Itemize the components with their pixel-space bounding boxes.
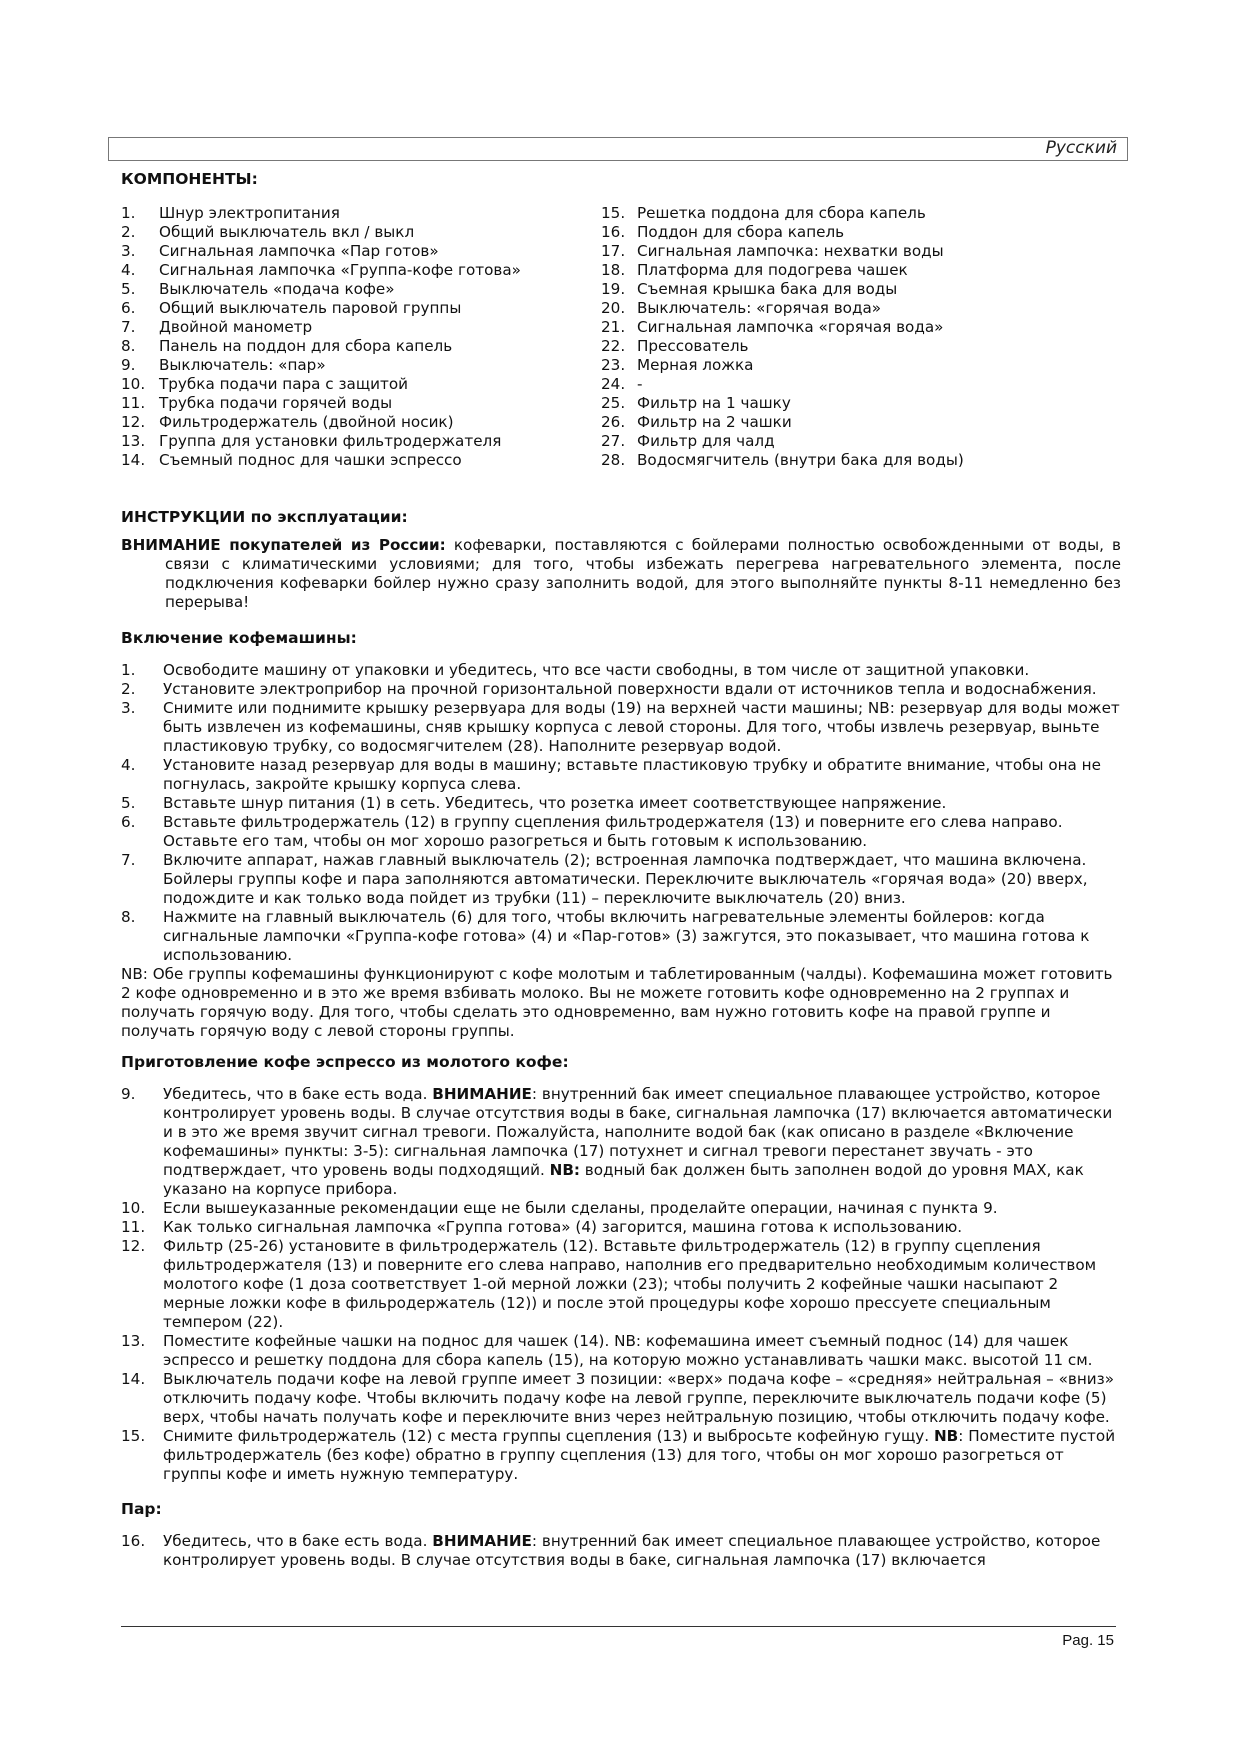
item-text: Нажмите на главный выключатель (6) для того, чтобы включить нагревательные элементы бойлеров: когда сигнальные лампочки «Группа-кофе готова» (4) и «Пар-готов» (3) зажгутся, это показывает, что машина готова к использованию. — [163, 908, 1090, 965]
item-number: 26. — [601, 413, 626, 431]
list-item — [601, 223, 1121, 242]
item-number: 14. — [121, 451, 146, 469]
list-item — [121, 1532, 1121, 1570]
list-item — [121, 813, 1121, 851]
list-item — [121, 794, 1121, 813]
list-item — [121, 1218, 1121, 1237]
list-item — [121, 1237, 1121, 1332]
steam-title: Пар: — [121, 1500, 162, 1519]
list-item — [601, 375, 1121, 394]
warning-text: кофеварки, поставляются с бойлерами полностью освобожденными от воды, в связи с климатическими условиями; для того, чтобы избежать перегрева нагревательного элемента, после подключения кофеварки бойлер нужно сразу заполнить водой, для этого выполняйте пункты 8-11 немедленно без перерыва! — [165, 536, 1121, 611]
list-item — [121, 356, 601, 375]
item-text: Прессователь — [637, 337, 749, 355]
item-text: Фильтродержатель (двойной носик) — [159, 413, 454, 431]
item-text: Выключатель: «горячая вода» — [637, 299, 882, 317]
item-text: Вставьте фильтродержатель (12) в группу сцепления фильтродержателя (13) и поверните его слева направо. Оставьте его там, чтобы он мог хорошо разогреться и быть готовым к использованию. — [163, 813, 1063, 851]
item-number: 10. — [121, 375, 146, 393]
item-text: Платформа для подогрева чашек — [637, 261, 908, 279]
espresso-items — [121, 1199, 1121, 1427]
list-item — [121, 699, 1121, 756]
item-text: Шнур электропитания — [159, 204, 340, 222]
item-text: Мерная ложка — [637, 356, 754, 374]
item-number: 19. — [601, 280, 626, 298]
item-number: 13. — [121, 1332, 146, 1351]
item-text: Снимите фильтродержатель (12) с места группы сцепления (13) и выбросьте кофейную гущу. NB: Поместите пустой фильтродержатель (без кофе) обратно в группу сцепления (13) для того, чтобы он мог хорошо разогреться от группы кофе и иметь нужную температуру. — [163, 1427, 1116, 1484]
list-item — [601, 451, 1121, 470]
item-number: 13. — [121, 432, 146, 450]
item-number: 10. — [121, 1199, 146, 1218]
item-text: Поддон для сбора капель — [637, 223, 845, 241]
item-text: Поместите кофейные чашки на поднос для чашек (14). NB: кофемашина имеет съемный поднос (14) для чашек эспрессо и решетку поддона для сбора капель (15), на которую можно устанавливать чашки макс. высотой 11 см. — [163, 1332, 1093, 1370]
warning-bold: ВНИМАНИЕ покупателей из России: — [121, 536, 446, 554]
list-item — [121, 1370, 1121, 1427]
item-number: 12. — [121, 1237, 146, 1256]
item-text: Съемная крышка бака для воды — [637, 280, 898, 298]
item-text: Трубка подачи пара с защитой — [159, 375, 409, 393]
list-item — [121, 299, 601, 318]
language-label: Русский — [1045, 138, 1117, 158]
list-item — [601, 318, 1121, 337]
item-number: 27. — [601, 432, 626, 450]
item-text: Группа для установки фильтродержателя — [159, 432, 502, 450]
item-number: 15. — [601, 204, 626, 222]
switch-on-nb: NB: Обе группы кофемашины функционируют с кофе молотым и таблетированным (чалды). Кофемашина может готовить 2 кофе одновременно и в это же время взбивать молоко. Вы не можете готовить кофе одновременно на 2 группах и получать горячую воду. Для того, чтобы сделать это одновременно, вам нужно готовить кофе на правой группе и получать горячую воду с левой стороны группы. — [121, 965, 1113, 1041]
item-number: 15. — [121, 1427, 146, 1446]
espresso-title: Приготовление кофе эспрессо из молотого кофе: — [121, 1053, 569, 1072]
item-text: Убедитесь, что в баке есть вода. ВНИМАНИЕ: внутренний бак имеет специальное плавающее устройство, которое контролирует уровень воды. В случае отсутствия воды в баке, сигнальная лампочка (17) включается — [163, 1532, 1101, 1570]
list-item — [121, 337, 601, 356]
item-number: 9. — [121, 356, 136, 374]
components-title: КОМПОНЕНТЫ: — [121, 170, 258, 188]
page-number: Pag. 15 — [1062, 1632, 1114, 1649]
list-item — [121, 1332, 1121, 1370]
components-left-column — [121, 204, 601, 470]
item-text: Трубка подачи горячей воды — [159, 394, 393, 412]
item-text: Убедитесь, что в баке есть вода. ВНИМАНИЕ: внутренний бак имеет специальное плавающее устройство, которое контролирует уровень воды. В случае отсутствия воды в баке, сигнальная лампочка (17) включается автоматически и в это же время звучит сигнал тревоги. Пожалуйста, наполните водой бак (как описано в разделе «Включение кофемашины» пункты: 3-5): сигнальная лампочка (17) потухнет и сигнал тревоги перестанет звучать - это подтверждает, что уровень воды подходящий. NB: водный бак должен быть заполнен водой до уровня MAX, как указано на корпусе прибора. — [163, 1085, 1113, 1199]
item-text: Выключатель подачи кофе на левой группе имеет 3 позиции: «верх» подача кофе – «средняя» нейтральная – «вниз» отключить подачу кофе. Чтобы включить подачу кофе на левой группе, переключите выключатель подачи кофе (5) верх, чтобы начать получать кофе и переключите вниз через нейтральную позицию, чтобы отключить подачу кофе. — [163, 1370, 1115, 1427]
item-number: 25. — [601, 394, 626, 412]
item-text: Сигнальная лампочка «Пар готов» — [159, 242, 439, 260]
item-text: Решетка поддона для сбора капель — [637, 204, 926, 222]
item-text: Вставьте шнур питания (1) в сеть. Убедитесь, что розетка имеет соответствующее напряжение. — [163, 794, 947, 813]
item-text: Фильтр для чалд — [637, 432, 775, 450]
item-text: Установите электроприбор на прочной горизонтальной поверхности вдали от источников тепла и водоснабжения. — [163, 680, 1097, 699]
item-number: 16. — [121, 1532, 146, 1551]
item-number: 18. — [601, 261, 626, 279]
item-number: 5. — [121, 280, 136, 298]
list-item — [121, 375, 601, 394]
list-item — [121, 223, 601, 242]
item-text: Съемный поднос для чашки эспрессо — [159, 451, 462, 469]
item-number: 14. — [121, 1370, 146, 1389]
item-number: 8. — [121, 908, 136, 927]
header-box — [108, 137, 1128, 161]
item-number: 16. — [601, 223, 626, 241]
item-number: 17. — [601, 242, 626, 260]
list-item — [601, 204, 1121, 223]
item-number: 1. — [121, 204, 136, 222]
espresso-list — [121, 1085, 1121, 1484]
item-number: 8. — [121, 337, 136, 355]
list-item — [601, 299, 1121, 318]
list-item — [121, 261, 601, 280]
item-number: 6. — [121, 299, 136, 317]
item-text: Фильтр (25-26) установите в фильтродержатель (12). Вставьте фильтродержатель (12) в группу сцепления фильтродержателя (13) и поверните его слева направо, наполнив его предварительно необходимым количеством молотого кофе (1 доза соответствует 1-ой мерной ложки (23); чтобы получить 2 кофейные чашки насыпают 2 мерные ложки кофе в фильродержатель (12)) и после этой процедуры кофе хорошо прессуете специальным темпером (22). — [163, 1237, 1097, 1332]
item-text: - — [637, 375, 643, 393]
item-text: Двойной манометр — [159, 318, 313, 336]
item-text: Сигнальная лампочка «Группа-кофе готова» — [159, 261, 521, 279]
list-item — [601, 261, 1121, 280]
item-text: Сигнальная лампочка «горячая вода» — [637, 318, 944, 336]
list-item — [121, 451, 601, 470]
list-item — [601, 432, 1121, 451]
list-item — [121, 394, 601, 413]
steam-list — [121, 1532, 1121, 1570]
item-number: 11. — [121, 394, 146, 412]
components-right-column — [601, 204, 1121, 470]
item-number: 12. — [121, 413, 146, 431]
item-number: 20. — [601, 299, 626, 317]
item-text: Если вышеуказанные рекомендации еще не были сделаны, проделайте операции, начиная с пункта 9. — [163, 1199, 998, 1218]
item-text: Выключатель «подача кофе» — [159, 280, 395, 298]
list-item — [121, 680, 1121, 699]
item-number: 2. — [121, 223, 136, 241]
item-number: 7. — [121, 851, 136, 870]
list-item — [121, 661, 1121, 680]
item-text: Установите назад резервуар для воды в машину; вставьте пластиковую трубку и обратите внимание, чтобы она не погнулась, закройте крышку корпуса слева. — [163, 756, 1101, 794]
item-number: 11. — [121, 1218, 146, 1237]
content — [121, 168, 1121, 1570]
list-item — [121, 242, 601, 261]
switch-on-title: Включение кофемашины: — [121, 629, 357, 648]
list-item — [601, 356, 1121, 375]
item-text: Панель на поддон для сбора капель — [159, 337, 453, 355]
footer-divider — [121, 1626, 1116, 1627]
item-number: 4. — [121, 756, 136, 775]
item-number: 28. — [601, 451, 626, 469]
item-text: Освободите машину от упаковки и убедитесь, что все части свободны, в том числе от защитной упаковки. — [163, 661, 1030, 680]
item-text: Общий выключатель вкл / выкл — [159, 223, 415, 241]
item-number: 22. — [601, 337, 626, 355]
item-text: Включите аппарат, нажав главный выключатель (2); встроенная лампочка подтверждает, что машина включена. Бойлеры группы кофе и пара заполняются автоматически. Переключите выключатель «горячая вода» (20) вверх, подождите и как только вода пойдет из трубки (11) – переключите выключатель (20) вниз. — [163, 851, 1088, 908]
item-text: Общий выключатель паровой группы — [159, 299, 462, 317]
list-item — [121, 756, 1121, 794]
list-item — [601, 413, 1121, 432]
item-text: Снимите или поднимите крышку резервуара для воды (19) на верхней части машины; NB: резервуар для воды может быть извлечен из кофемашины, сняв крышку корпуса с левой стороны. Для того, чтобы извлечь резервуар, выньте пластиковую трубку, со водосмягчителем (28). Наполните резервуар водой. — [163, 699, 1120, 756]
components-list — [121, 204, 1121, 470]
list-item — [121, 851, 1121, 908]
list-item — [121, 413, 601, 432]
list-item — [121, 432, 601, 451]
item-number: 2. — [121, 680, 136, 699]
item-number: 3. — [121, 242, 136, 260]
list-item — [121, 1427, 1121, 1484]
list-item — [121, 204, 601, 223]
list-item — [601, 280, 1121, 299]
item-number: 1. — [121, 661, 136, 680]
item-number: 5. — [121, 794, 136, 813]
list-item — [121, 1085, 1121, 1199]
item-text: Водосмягчитель (внутри бака для воды) — [637, 451, 964, 469]
list-item — [601, 337, 1121, 356]
item-number: 7. — [121, 318, 136, 336]
item-number: 21. — [601, 318, 626, 336]
item-number: 24. — [601, 375, 626, 393]
item-number: 3. — [121, 699, 136, 718]
list-item — [121, 318, 601, 337]
switch-on-list — [121, 661, 1121, 965]
item-number: 23. — [601, 356, 626, 374]
russia-warning — [121, 536, 1121, 612]
item-text: Как только сигнальная лампочка «Группа готова» (4) загорится, машина готова к использованию. — [163, 1218, 963, 1237]
item-number: 4. — [121, 261, 136, 279]
item-number: 9. — [121, 1085, 136, 1104]
instructions-title: ИНСТРУКЦИИ по эксплуатации: — [121, 508, 408, 526]
item-text: Фильтр на 1 чашку — [637, 394, 791, 412]
item-number: 6. — [121, 813, 136, 832]
list-item — [121, 1199, 1121, 1218]
item-text: Фильтр на 2 чашки — [637, 413, 792, 431]
list-item — [121, 908, 1121, 965]
item-text: Выключатель: «пар» — [159, 356, 326, 374]
list-item — [601, 394, 1121, 413]
item-text: Сигнальная лампочка: нехватки воды — [637, 242, 944, 260]
list-item — [121, 280, 601, 299]
list-item — [601, 242, 1121, 261]
